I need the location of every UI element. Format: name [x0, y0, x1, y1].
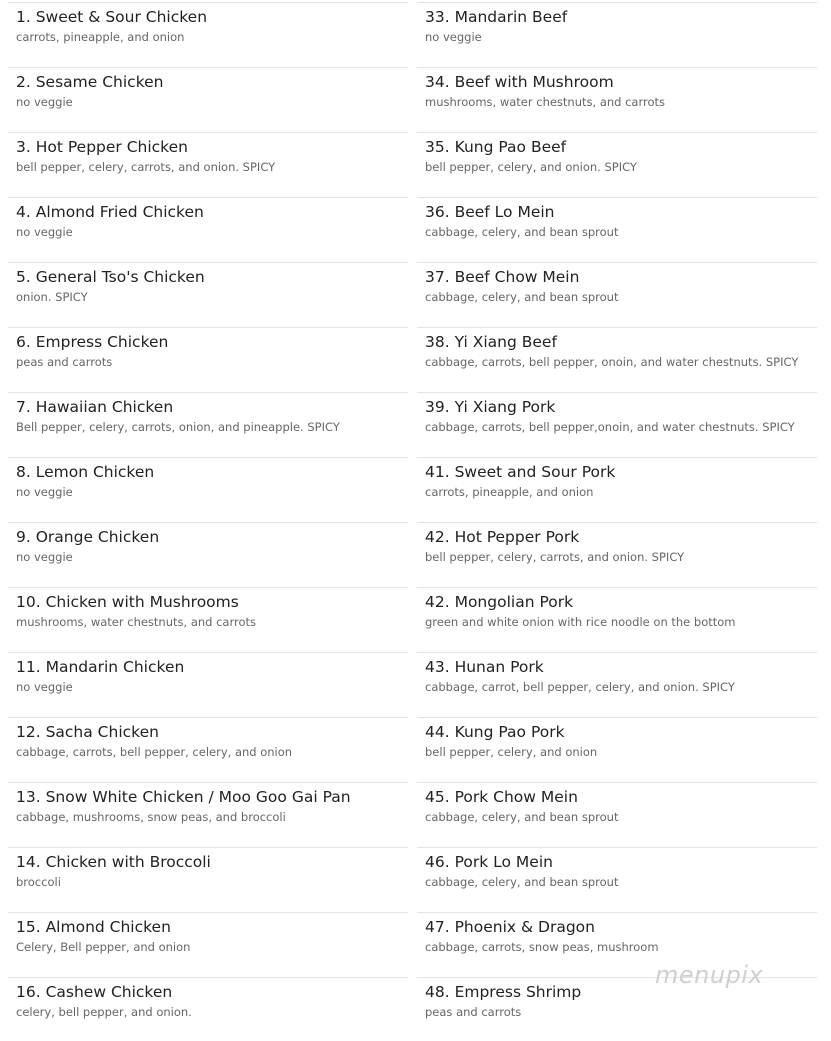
menu-item	[417, 132, 817, 196]
menu-item-name: 46. Pork Lo Mein	[425, 853, 553, 871]
menu-item-description: bell pepper, celery, carrots, and onion. SPICY	[425, 550, 685, 564]
menu-item-description: no veggie	[16, 95, 73, 109]
menu-item-name: 36. Beef Lo Mein	[425, 203, 555, 221]
menu-item-name: 4. Almond Fried Chicken	[16, 203, 204, 221]
menu-item-description: mushrooms, water chestnuts, and carrots	[16, 615, 257, 629]
menu-item-name: 13. Snow White Chicken / Moo Goo Gai Pan	[16, 788, 351, 806]
menu-item	[8, 977, 408, 1041]
menu-item	[8, 717, 408, 781]
menu-item-description: peas and carrots	[16, 355, 113, 369]
menu-item-description: bell pepper, celery, and onion. SPICY	[425, 160, 637, 174]
menu-item	[8, 522, 408, 586]
menu-item	[8, 457, 408, 521]
menu-item-name: 15. Almond Chicken	[16, 918, 171, 936]
menu-item-description: no veggie	[16, 225, 73, 239]
menu-item-description: celery, bell pepper, and onion.	[16, 1005, 192, 1019]
menu-item-name: 14. Chicken with Broccoli	[16, 853, 211, 871]
menu-item-description: cabbage, celery, and bean sprout	[425, 225, 619, 239]
menu-item	[8, 262, 408, 326]
menu-item	[8, 587, 408, 651]
menu-item	[417, 782, 817, 846]
menu-item-description: mushrooms, water chestnuts, and carrots	[425, 95, 666, 109]
menu-item	[8, 2, 408, 66]
menu-item-description: carrots, pineapple, and onion	[16, 30, 185, 44]
menu-item	[417, 847, 817, 911]
menu-item-description: cabbage, carrots, snow peas, mushroom	[425, 940, 659, 954]
menu-item-name: 12. Sacha Chicken	[16, 723, 159, 741]
menu-item-description: bell pepper, celery, and onion	[425, 745, 598, 759]
menu-item-name: 41. Sweet and Sour Pork	[425, 463, 616, 481]
menu-item	[417, 457, 817, 521]
menu-item-description: carrots, pineapple, and onion	[425, 485, 594, 499]
menu-item-name: 37. Beef Chow Mein	[425, 268, 580, 286]
menu-item	[8, 782, 408, 846]
menu-item	[417, 392, 817, 456]
menu-item-description: cabbage, carrots, bell pepper,onoin, and water chestnuts. SPICY	[425, 420, 795, 434]
menu-item	[8, 912, 408, 976]
menu-item	[417, 652, 817, 716]
menu-item-name: 44. Kung Pao Pork	[425, 723, 565, 741]
menu-item-name: 39. Yi Xiang Pork	[425, 398, 556, 416]
menu-item-description: onion. SPICY	[16, 290, 88, 304]
menu-item-name: 5. General Tso's Chicken	[16, 268, 205, 286]
menu-item-description: no veggie	[16, 485, 73, 499]
menu-item-description: no veggie	[425, 30, 482, 44]
menu-item-description: cabbage, celery, and bean sprout	[425, 290, 619, 304]
menu-item	[417, 327, 817, 391]
menu-item-description: Celery, Bell pepper, and onion	[16, 940, 191, 954]
menu-item	[8, 392, 408, 456]
menu-item-name: 7. Hawaiian Chicken	[16, 398, 174, 416]
menu-item-name: 42. Hot Pepper Pork	[425, 528, 580, 546]
menu-item-description: cabbage, carrot, bell pepper, celery, and onion. SPICY	[425, 680, 735, 694]
menu-item-name: 8. Lemon Chicken	[16, 463, 155, 481]
menu-item-name: 2. Sesame Chicken	[16, 73, 164, 91]
menu-item-name: 34. Beef with Mushroom	[425, 73, 614, 91]
menu-item-description: cabbage, celery, and bean sprout	[425, 875, 619, 889]
menu-item-description: green and white onion with rice noodle on the bottom	[425, 615, 736, 629]
menu-item	[417, 67, 817, 131]
menu-item-name: 3. Hot Pepper Chicken	[16, 138, 188, 156]
menu-item-name: 6. Empress Chicken	[16, 333, 169, 351]
menu-item-name: 45. Pork Chow Mein	[425, 788, 578, 806]
menu-item-description: broccoli	[16, 875, 61, 889]
menu-item-description: no veggie	[16, 550, 73, 564]
menu-item	[8, 197, 408, 261]
menu-item-description: no veggie	[16, 680, 73, 694]
menu-item	[8, 847, 408, 911]
watermark-logo: menupix	[655, 961, 764, 989]
menu-item	[417, 197, 817, 261]
menu-item-name: 16. Cashew Chicken	[16, 983, 173, 1001]
menu-item	[8, 67, 408, 131]
menu-item-name: 1. Sweet & Sour Chicken	[16, 8, 208, 26]
menu-item-name: 38. Yi Xiang Beef	[425, 333, 557, 351]
menu-item-description: peas and carrots	[425, 1005, 522, 1019]
menu-item	[417, 2, 817, 66]
menu-item-name: 33. Mandarin Beef	[425, 8, 568, 26]
menu-item-description: cabbage, mushrooms, snow peas, and broccoli	[16, 810, 286, 824]
menu-item	[8, 327, 408, 391]
menu-item-description: bell pepper, celery, carrots, and onion. SPICY	[16, 160, 276, 174]
menu-item	[417, 262, 817, 326]
menu-item-description: cabbage, celery, and bean sprout	[425, 810, 619, 824]
menu-item-name: 11. Mandarin Chicken	[16, 658, 185, 676]
menu-item-description: cabbage, carrots, bell pepper, celery, and onion	[16, 745, 293, 759]
menu-item-name: 35. Kung Pao Beef	[425, 138, 567, 156]
menu-item	[417, 522, 817, 586]
menu-item-name: 47. Phoenix & Dragon	[425, 918, 595, 936]
menu-item	[417, 717, 817, 781]
menu-item-description: Bell pepper, celery, carrots, onion, and pineapple. SPICY	[16, 420, 340, 434]
menu-item-name: 48. Empress Shrimp	[425, 983, 582, 1001]
menu-item	[8, 132, 408, 196]
menu-item	[8, 652, 408, 716]
menu-item	[417, 587, 817, 651]
menu-item-name: 43. Hunan Pork	[425, 658, 544, 676]
menu-item-name: 9. Orange Chicken	[16, 528, 160, 546]
menu-item-description: cabbage, carrots, bell pepper, onoin, and water chestnuts. SPICY	[425, 355, 799, 369]
menu-item-name: 10. Chicken with Mushrooms	[16, 593, 239, 611]
menu-item-name: 42. Mongolian Pork	[425, 593, 574, 611]
